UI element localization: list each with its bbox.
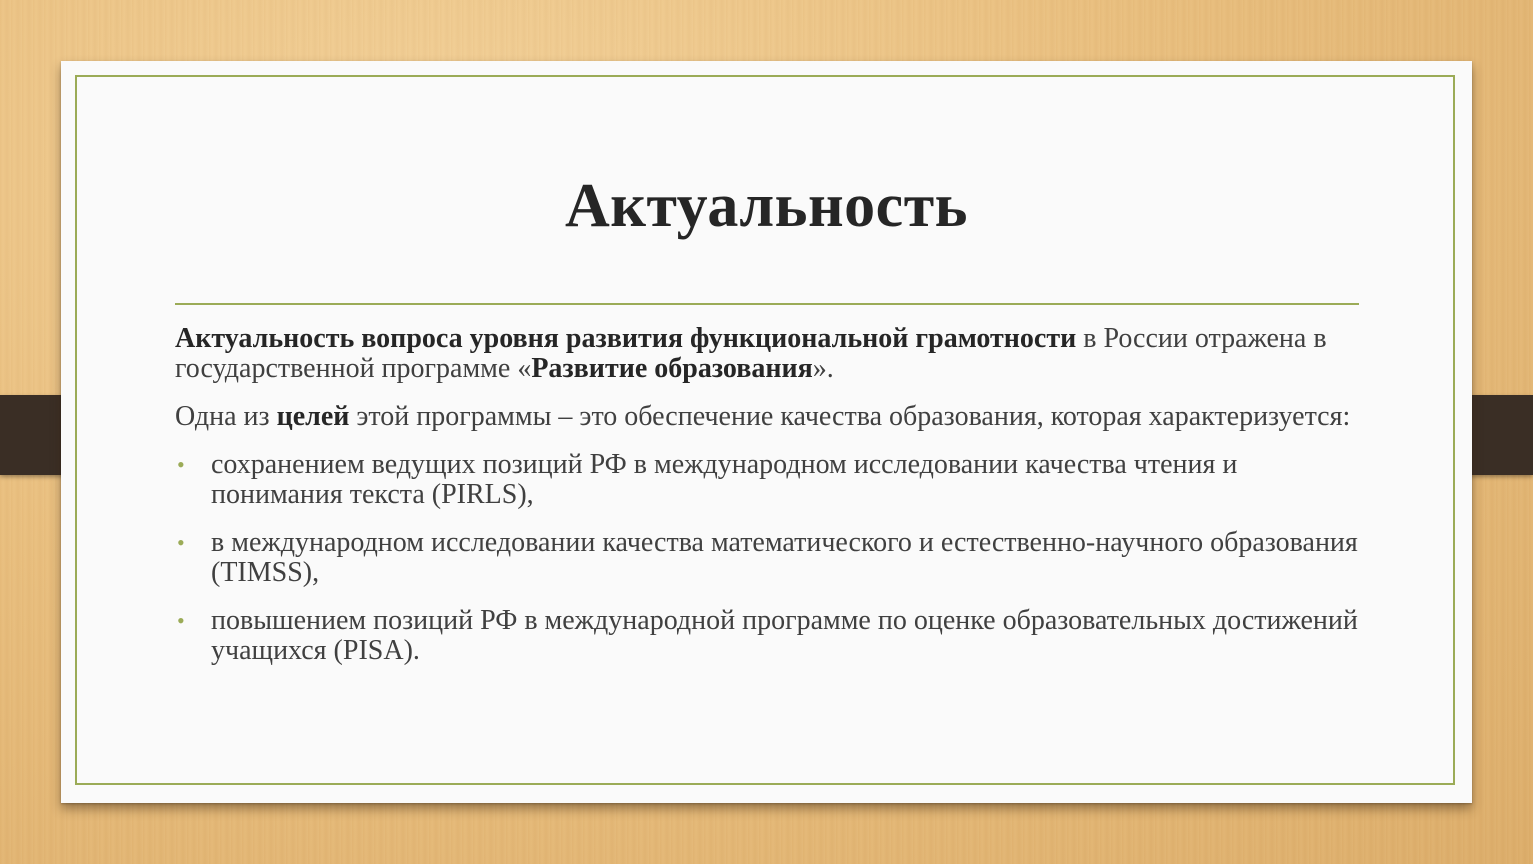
- intro-bold-2: Развитие образования: [531, 353, 813, 384]
- goal-paragraph: [175, 402, 1365, 432]
- bullet-item-pirls: [175, 450, 1365, 510]
- intro-bold-1: Актуальность вопроса уровня развития функциональной грамотности: [175, 323, 1077, 354]
- title-divider: [175, 303, 1359, 305]
- intro-text-1: в России отражена в государственной программе «: [175, 323, 1327, 384]
- bullet-list: [175, 450, 1365, 666]
- slide-title: Актуальность: [565, 172, 968, 240]
- slide-body: [175, 324, 1365, 684]
- goal-bold-1: целей: [276, 401, 350, 432]
- bullet-item-pisa: [175, 606, 1365, 666]
- bullet-text: повышением позиций РФ в международной программе по оценке образовательных достижений учащихся (PISA).: [211, 605, 1358, 666]
- bullet-item-timss: [175, 528, 1365, 588]
- intro-text-2: ».: [812, 353, 834, 384]
- slide-paper: [61, 61, 1472, 803]
- bullet-icon: •: [177, 608, 185, 633]
- bullet-icon: •: [177, 530, 185, 555]
- intro-paragraph: [175, 324, 1365, 384]
- goal-text-1: Одна из: [175, 401, 277, 432]
- goal-text-2: этой программы – это обеспечение качества образования, которая характеризуется:: [349, 401, 1351, 432]
- bullet-text: в международном исследовании качества математического и естественно-научного образования (TIMSS),: [211, 527, 1358, 588]
- bullet-icon: •: [177, 452, 185, 477]
- bullet-text: сохранением ведущих позиций РФ в международном исследовании качества чтения и понимания текста (PIRLS),: [211, 449, 1238, 510]
